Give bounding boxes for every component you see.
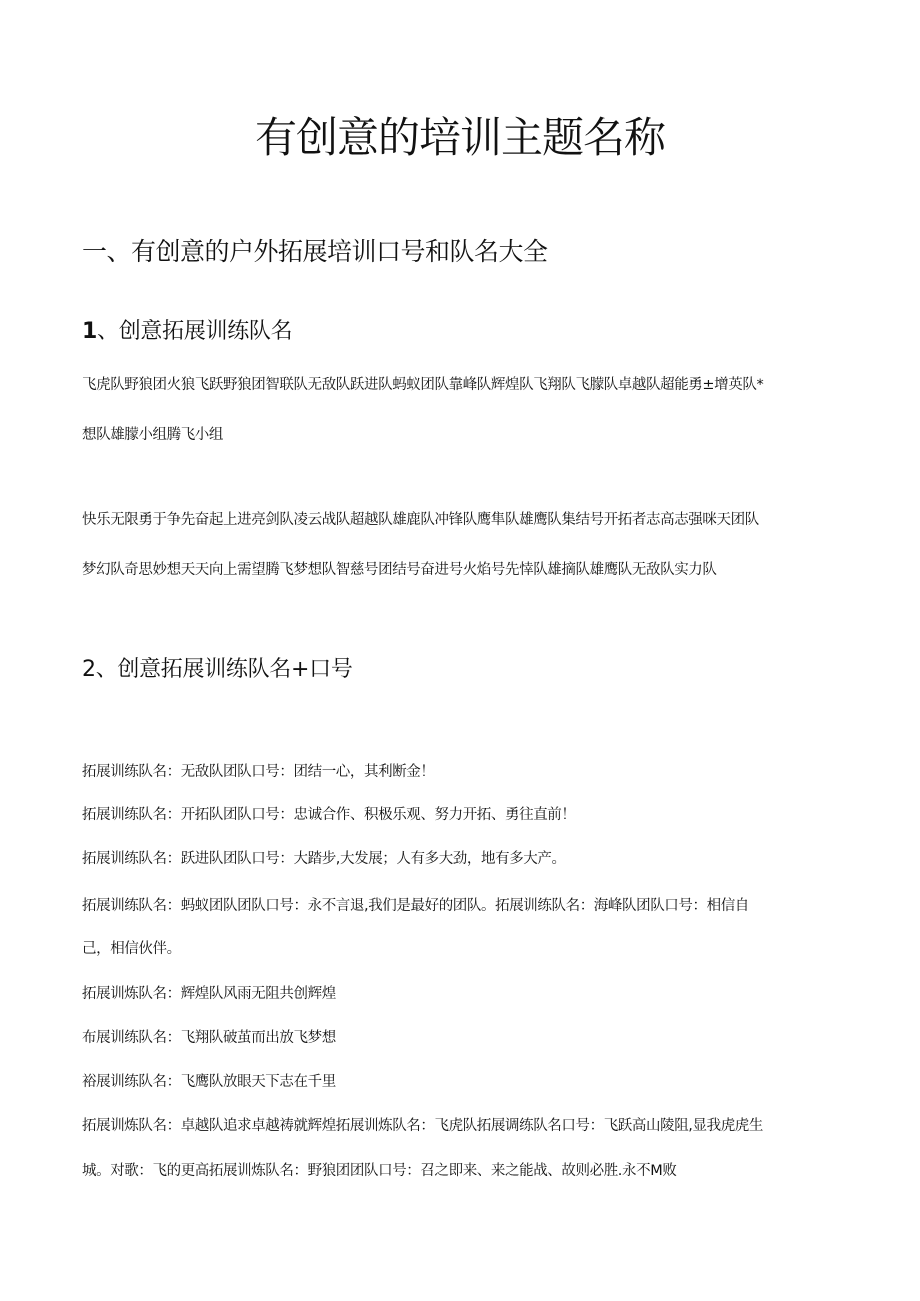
team-names-paragraph-1 [82, 373, 834, 448]
text-line: 想队雄朦小组腾飞小组 [82, 427, 223, 443]
slogan-line: 拓展训练队名：无敌队团队口号：团结一心，其利断金！ [82, 764, 435, 780]
slogan-line: 裕展训练队名：飞鹰队放眼天下志在千里 [82, 1074, 336, 1090]
subsection-number: 2 [82, 657, 96, 682]
section-heading: 一、有创意的户外拓展培训口号和队名大全 [82, 237, 548, 266]
slogan-line: 城。对歌：飞的更高拓展训炼队名：野狼团团队口号：召之即来、来之能战、故则必胜.永不M败 [82, 1163, 677, 1179]
subsection-title: 、创意拓展训练队名+口号 [95, 657, 353, 682]
slogan-line: 拓展训练队名：开拓队团队口号：忠诚合作、积极乐观、努力开拓、勇往直前！ [82, 807, 576, 823]
slogan-line: 拓展训炼队名：卓越队追求卓越祷就辉煌拓展训炼队名：飞虎队拓展调练队名口号：飞跃高山陵阻,显我虎虎生 [82, 1118, 764, 1134]
text-line: 快乐无限勇于争先奋起上进亮剑队凌云战队超越队雄鹿队冲锋队鹰隼队雄鹰队集结号开拓者志高志强咪天团队 [82, 512, 759, 528]
subsection-number: 1 [82, 319, 98, 344]
subsection-heading-1 [82, 316, 292, 348]
text-line: 梦幻队奇思妙想天天向上需望腾飞梦想队智慈号团结号奋进号火焰号先悻队雄摘队雄鹰队无敌队实力队 [82, 562, 717, 578]
slogan-line: 拓展训练队名：蚂蚁团队团队口号：永不言退,我们是最好的团队。拓展训练队名：海峰队团队口号：相信自 [82, 898, 749, 914]
subsection-title: 、创意拓展训练队名 [97, 319, 293, 344]
slogan-line: 拓展训练队名：跃进队团队口号：大踏步,大发展；人有多大劲，地有多大产。 [82, 851, 566, 867]
team-names-paragraph-2 [82, 508, 834, 583]
slogan-line: 己，相信伙伴。 [82, 941, 181, 957]
text-line: 飞虎队野狼团火狼飞跃野狼团智联队无敌队跃进队蚂蚁团队靠峰队辉煌队飞翔队飞朦队卓越队超能勇±增英队* [82, 377, 764, 393]
page-title: 有创意的培训主题名称 [254, 113, 665, 162]
subsection-heading-2 [82, 654, 353, 686]
slogan-line: 布展训练队名：飞翔队破茧而出放飞梦想 [82, 1030, 336, 1046]
slogan-line: 拓展训炼队名：辉煌队风雨无阻共创辉煌 [82, 986, 336, 1002]
